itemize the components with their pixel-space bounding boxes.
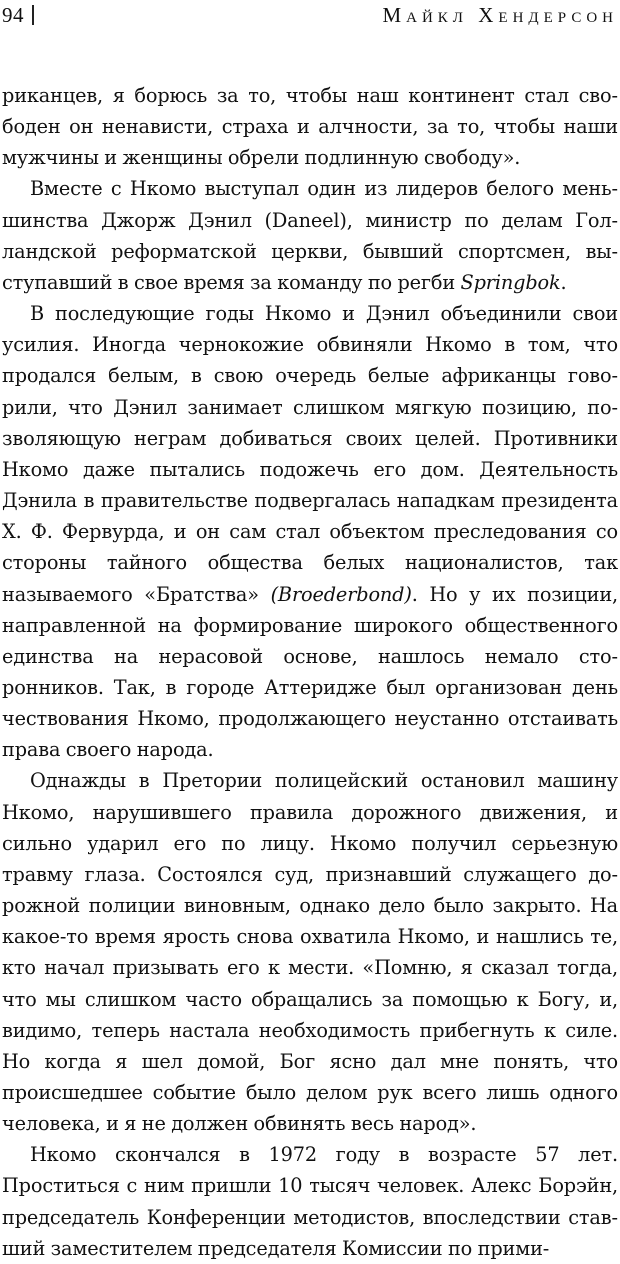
body-text (2, 80, 618, 1264)
paragraph-text: Вместе с Нкомо выступал один из лидеров белого меньшинства Джорж Дэнил (Daneel), министр по делам Голландской реформатской церкви, бывший спортсмен, выступавший в свое время за команду по регби (2, 177, 618, 294)
paragraph-text: . (560, 270, 567, 294)
paragraph-p3 (2, 298, 618, 765)
italic-term: (Broederbond) (270, 582, 412, 606)
paragraph-p1 (2, 80, 618, 173)
paragraph-text: Однажды в Претории полицейский остановил машину Нкомо, нарушившего правила дорожного движения, и сильно ударил его по лицу. Нкомо получил серьезную травму глаза. Состоялся суд, признавший служащего дорожной полиции виновным, однако дело было закрыто. На какое-то время ярость снова охватила Нкомо, и нашлись те, кто начал призывать его к мести. «Помню, я сказал тогда, что мы слишком часто обращались за помощью к Богу, и, видимо, теперь настала необходимость прибегнуть к силе. Но когда я шел домой, Бог ясно дал мне понять, что происшедшее событие было делом рук всего лишь одного человека, и я не должен обвинять весь народ». (2, 769, 618, 1136)
paragraph-p5 (2, 1139, 618, 1264)
paragraph-p4 (2, 765, 618, 1139)
italic-term: Springbok (460, 270, 561, 294)
running-title-author: Майкл Хендерсон (382, 2, 618, 27)
paragraph-text: риканцев, я борюсь за то, чтобы наш континент стал свободен он ненависти, страха и алчности, за то, чтобы наши мужчины и женщины обрели подлинную свободу». (2, 84, 618, 170)
paragraph-text: Нкомо скончался в 1972 году в возрасте 57 лет. Проститься с ним пришли 10 тысяч человек. Алекс Борэйн, председатель Конференции методистов, впоследствии ставший заместителем председателя Комиссии по прими- (2, 1143, 618, 1260)
paragraph-text: В последующие годы Нкомо и Дэнил объединили свои усилия. Иногда чернокожие обвиняли Нкомо в том, что продался белым, в свою очередь белые африканцы говорили, что Дэнил занимает слишком мягкую позицию, позволяющую неграм добиваться своих целей. Противники Нкомо даже пытались подожечь его дом. Деятельность Дэнила в правительстве подвергалась нападкам президента Х. Ф. Фервурда, и он сам стал объектом преследования со стороны тайного общества белых националистов, так называемого «Братства» (2, 302, 618, 606)
header-rule-divider (32, 5, 34, 25)
paragraph-p2 (2, 173, 618, 298)
page-number: 94 (2, 2, 24, 27)
paragraph-text: . Но у их позиции, направленной на формирование широкого общественного единства на нерасовой основе, нашлось немало сторонников. Так, в городе Аттеридже был организован день чествования Нкомо, продолжающего неустанно отстаивать права своего народа. (2, 582, 618, 762)
running-head (2, 0, 618, 30)
